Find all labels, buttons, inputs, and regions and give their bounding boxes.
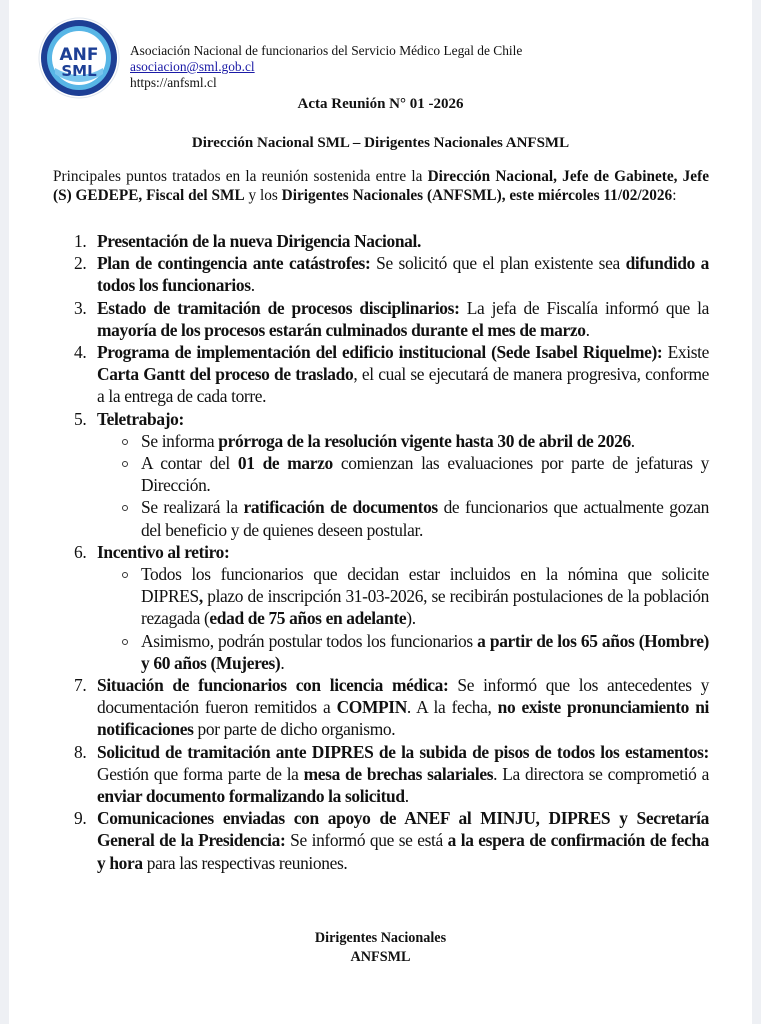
intro-paragraph: Principales puntos tratados en la reunión sostenida entre la Dirección Nacional, Jefe de Gabinete, Jefe (S) GEDEPE, Fiscal del SML y los Dirigentes Nacionales (ANFSML), este miércoles 11/02/2026: [53,168,709,204]
sub-item: Todos los funcionarios que decidan estar incluidos en la nómina que solicite DIPRES, plazo de inscripción 31-03-2026, se recibirán postulaciones de la población rezagada (edad de 75 años en adelante). [97,563,709,630]
signature-block: Dirigentes Nacionales ANFSML [314,930,447,965]
agenda-list [53,230,709,874]
agenda-item-2: 2. Plan de contingencia ante catástrofes: Se solicitó que el plan existente sea difundido a todos los funcionarios. [74,253,709,296]
document-subtitle: Dirección Nacional SML – Dirigentes Nacionales ANFSML [191,135,570,151]
agenda-item-9: 9. Comunicaciones enviadas con apoyo de ANEF al MINJU, DIPRES y Secretaría General de la Presidencia: Se informó que se está a la espera de confirmación de fecha y hora para las respectivas reuniones. [74,808,709,873]
svg-text:ANF: ANF [59,45,99,65]
organization-name: Asociación Nacional de funcionarios del Servicio Médico Legal de Chile [130,43,523,58]
agenda-item-5: 5. Teletrabajo: Se informa prórroga de la resolución vigente hasta 30 de abril de 2026. A contar del 01 de marzo comienzan las evaluaciones por parte de jefaturas y Dirección. Se realizará la ratificación de documentos de funcionarios que actualmente gozan del beneficio y de quienes deseen postular. [74,408,709,540]
svg-text:SML: SML [61,62,97,80]
sub-item: A contar del 01 de marzo comienzan las evaluaciones por parte de jefaturas y Dirección. [97,452,709,496]
sub-item: Se informa prórroga de la resolución vigente hasta 30 de abril de 2026. [97,430,709,452]
agenda-item-3: 3. Estado de tramitación de procesos disciplinarios: La jefa de Fiscalía informó que la mayoría de los procesos estarán culminados durante el mes de marzo. [74,297,709,340]
document-page [9,0,752,1024]
agenda-item-8: 8. Solicitud de tramitación ante DIPRES de la subida de pisos de todos los estamentos: Gestión que forma parte de la mesa de brechas salariales. La directora se comprometió a enviar documento formalizando la solicitud. [74,741,709,807]
bullet-icon [122,639,128,645]
agenda-item-7: 7. Situación de funcionarios con licencia médica: Se informó que los antecedentes y documentación fueron remitidos a COMPIN. A la fecha, no existe pronunciamiento ni notificaciones por parte de dicho organismo. [74,675,709,740]
bullet-icon [122,439,128,445]
anfsml-logo-icon [37,16,121,100]
email-link[interactable]: asociacion@sml.gob.cl [130,59,255,74]
document-title: Acta Reunión N° 01 -2026 [297,96,464,112]
bullet-icon [122,572,128,578]
agenda-item-1: 1. Presentación de la nueva Dirigencia Nacional. [74,231,421,251]
letterhead [9,0,752,100]
sub-item: Asimismo, podrán postular todos los funcionarios a partir de los 65 años (Hombre) y 60 años (Mujeres). [97,630,709,674]
agenda-item-6: 6. Incentivo al retiro: Todos los funcionarios que decidan estar incluidos en la nómina que solicite DIPRES, plazo de inscripción 31-03-2026, se recibirán postulaciones de la población rezagada (edad de 75 años en adelante). Asimismo, podrán postular todos los funcionarios a partir de los 65 años (Hombre) y 60 años (Mujeres). [74,541,709,673]
bullet-icon [122,505,128,511]
sub-item: Se realizará la ratificación de documentos de funcionarios que actualmente gozan del beneficio y de quienes deseen postular. [97,496,709,540]
letterhead-text [130,43,522,91]
bullet-icon [122,461,128,467]
agenda-item-4: 4. Programa de implementación del edificio institucional (Sede Isabel Riquelme): Existe Carta Gantt del proceso de traslado, el cual se ejecutará de manera progresiva, conforme a la entrega de cada torre. [74,342,710,407]
website-text: https://anfsml.cl [130,75,217,90]
